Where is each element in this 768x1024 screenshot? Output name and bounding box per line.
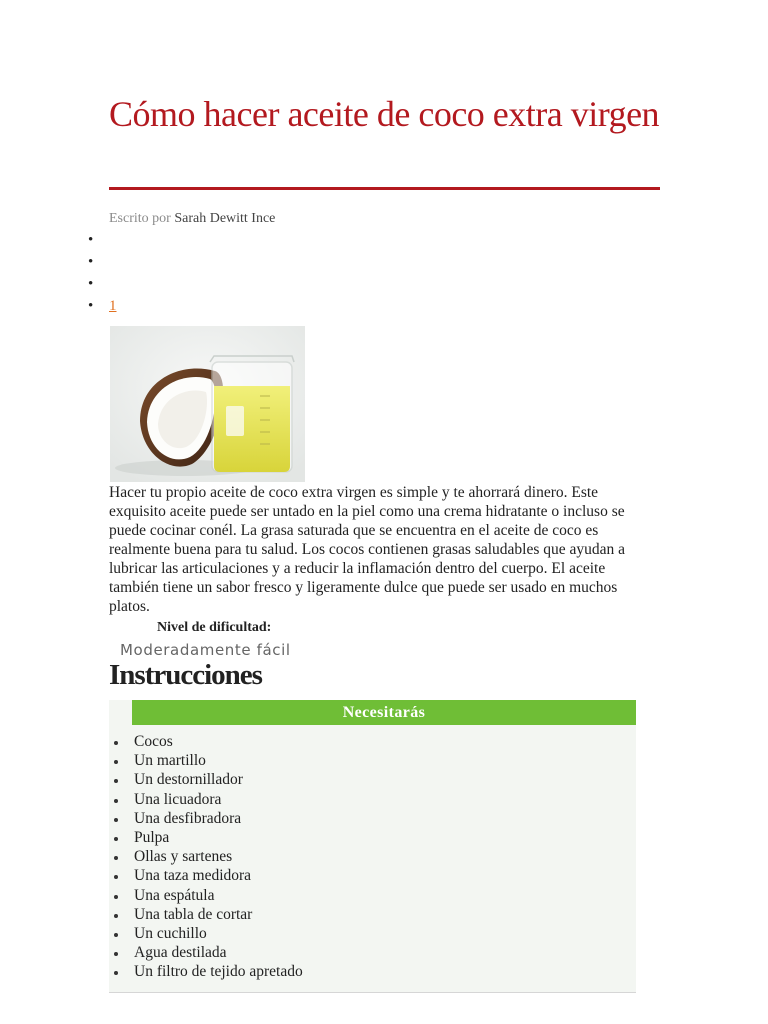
list-item: Agua destilada	[110, 943, 303, 962]
author-name[interactable]: Sarah Dewitt Ince	[174, 211, 276, 226]
difficulty-value: Moderadamente fácil	[120, 641, 291, 659]
byline	[109, 211, 275, 227]
list-item: Una licuadora	[110, 790, 303, 809]
list-item: Pulpa	[110, 828, 303, 847]
share-item[interactable]	[88, 251, 117, 273]
list-item: Un cuchillo	[110, 924, 303, 943]
comment-count-link[interactable]: 1	[109, 298, 117, 314]
list-item: Cocos	[110, 732, 303, 751]
list-item: Una espátula	[110, 886, 303, 905]
list-item: Una tabla de cortar	[110, 905, 303, 924]
list-item: Un martillo	[110, 751, 303, 770]
needs-header: Necesitarás	[132, 700, 636, 725]
list-item: Un destornillador	[110, 770, 303, 789]
list-item: Una desfibradora	[110, 809, 303, 828]
share-item[interactable]	[88, 273, 117, 295]
article-intro: Hacer tu propio aceite de coco extra virgen es simple y te ahorrará dinero. Este exquisito aceite puede ser untado en la piel como una crema hidratante o incluso se puede cocinar conél. La grasa saturada que se encuentra en el aceite de coco es realmente buena para tu salud. Los cocos contienen grasas saludables que ayudan a lubricar las articulaciones y a reducir la inflamación dentro del cuerpo. El aceite también tiene un sabor fresco y ligeramente dulce que puede ser usado en muchos platos.	[109, 484, 626, 615]
coconut-oil-illustration	[110, 326, 305, 482]
coconut-oil-image	[110, 326, 305, 482]
byline-prefix: Escrito por	[109, 211, 171, 226]
title-divider	[109, 187, 660, 190]
article-title: Cómo hacer aceite de coco extra virgen	[109, 94, 660, 134]
instructions-heading: Instrucciones	[109, 659, 262, 691]
share-item[interactable]	[88, 295, 117, 317]
needs-list	[110, 732, 303, 981]
list-item: Una taza medidora	[110, 866, 303, 885]
share-list	[88, 229, 117, 317]
list-item: Un filtro de tejido apretado	[110, 962, 303, 981]
list-item: Ollas y sartenes	[110, 847, 303, 866]
share-item[interactable]	[88, 229, 117, 251]
difficulty-label: Nivel de dificultad:	[157, 620, 272, 635]
